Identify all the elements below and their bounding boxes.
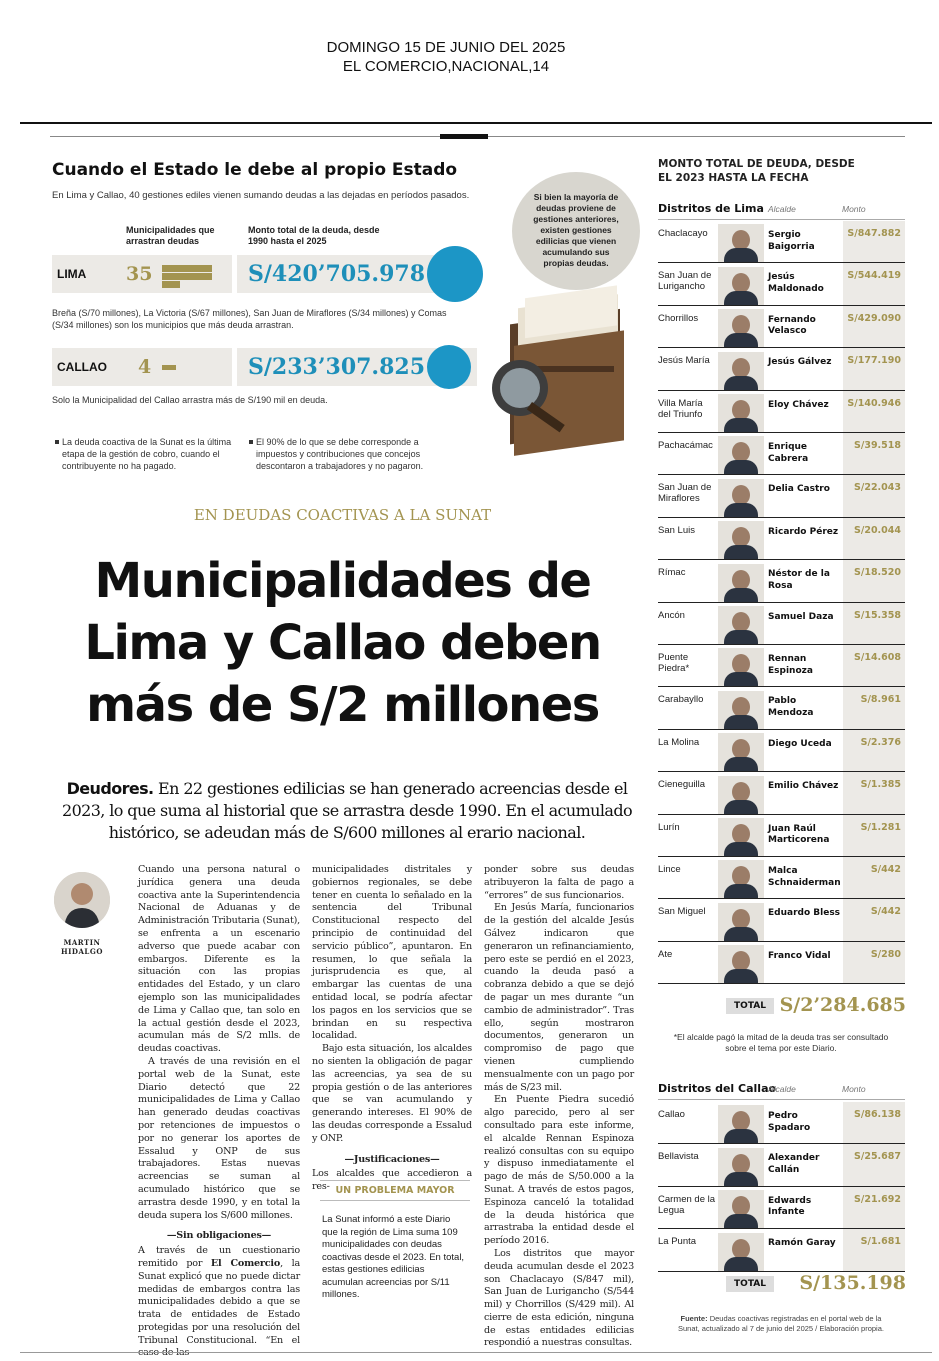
debt-amount: S/442 — [843, 857, 905, 898]
district-row — [658, 857, 905, 899]
mayor-name: Malca Schnaiderman — [768, 866, 841, 888]
debt-amount: S/18.520 — [843, 560, 905, 601]
mayor-name: Delia Castro — [768, 484, 830, 495]
header-rule — [20, 122, 932, 124]
paragraph: En Puente Piedra sucedió algo parecido, pero al ser consultado para este informe, el alcalde Rennan Espinoza realizó consultas con su equipo y dispuso inmediatamente el pago de más de S/50.000 a la Sunat. A través de estos pagos, Espinoza canceló la totalidad de la deuda histórica que arrastraba la entidad desde el período 2016. — [484, 1094, 634, 1247]
paragraph: ponder sobre sus deudas atribuyeron la falta de pago a “errores” de sus funcionarios. — [484, 864, 634, 901]
callao-count: 4 — [138, 356, 152, 378]
debt-amount: S/2.376 — [843, 730, 905, 771]
mayor-photo — [718, 903, 764, 941]
callao-total-label: TOTAL — [726, 1276, 774, 1292]
district-name: San Luis — [658, 524, 695, 536]
debt-amount: S/1.385 — [843, 772, 905, 813]
mayor-name: Edwards Infante — [768, 1195, 812, 1218]
district-row — [658, 772, 905, 814]
debt-amount: S/140.946 — [843, 391, 905, 432]
article-deck — [52, 778, 642, 844]
district-row — [658, 687, 905, 729]
district-name: San Juan de Miraflores — [658, 482, 712, 505]
mayor-name: Juan Raúl Marticorena — [768, 823, 830, 846]
debt-amount: S/86.138 — [843, 1102, 905, 1143]
mayor-photo — [718, 860, 764, 898]
mayor-photo — [718, 691, 764, 729]
callao-label: CALLAO — [57, 360, 107, 374]
article-column-2 — [312, 864, 472, 1194]
debt-amount: S/25.687 — [843, 1144, 905, 1185]
mayor-name: Alexander Callán — [768, 1153, 820, 1175]
folder-magnifier-illustration — [470, 270, 650, 480]
bullet-note-1: La deuda coactiva de la Sunat es la última etapa de la gestión de cobro, cuando el contribuyente no ha pagado. — [62, 436, 242, 472]
district-name: Villa María del Triunfo — [658, 397, 703, 420]
mayor-name: Emilio Chávez — [768, 781, 839, 792]
district-name: Jesús María — [658, 355, 710, 367]
deck-text: En 22 gestiones edilicias se han generado acreencias desde el 2023, lo que suma al historial que se arrastra desde 1990. En el acumulado histórico, se adeudan más de S/600 millones al erario nacional. — [61, 779, 632, 842]
callao-amount-bubble — [427, 345, 471, 389]
debt-amount: S/39.518 — [843, 433, 905, 474]
count-column-header: Municipalidades que arrastran deudas — [126, 225, 215, 246]
district-row — [658, 1102, 905, 1144]
district-row — [658, 1144, 905, 1186]
mayor-photo — [718, 436, 764, 474]
mayor-name: Pablo Mendoza — [768, 696, 814, 718]
footnote: *El alcalde pagó la mitad de la deuda tras ser consultado sobre el tema por este Diario. — [673, 1032, 889, 1053]
district-name: Cieneguilla — [658, 779, 706, 791]
footer-rule — [20, 1352, 932, 1353]
sidebar-box-text: La Sunat informó a este Diario que la región de Lima suma 109 municipalidades con deudas coactivas desde el 2023. En total, estas gestiones edilicias acumulan acreencias por S/11 millones. — [322, 1214, 465, 1300]
source-note: Fuente: Deudas coactivas registradas en el portal web de la Sunat, actualizado al 7 de junio del 2025 / Elaboración propia. — [678, 1314, 884, 1333]
district-name: Carabayllo — [658, 694, 704, 706]
debt-amount: S/8.961 — [843, 687, 905, 728]
article-kicker: EN DEUDAS COACTIVAS A LA SUNAT — [193, 506, 492, 524]
callao-note: Solo la Municipalidad del Callao arrastra más de S/190 mil en deuda. — [52, 395, 328, 405]
district-name: San Miguel — [658, 906, 706, 918]
district-name: La Molina — [658, 736, 700, 748]
district-name: Ancón — [658, 609, 685, 621]
district-row — [658, 348, 905, 390]
mayor-name: Néstor de la Rosa — [768, 569, 830, 591]
mayor-photo — [718, 1148, 764, 1186]
mayor-name: Diego Uceda — [768, 738, 832, 749]
lima-total-label: TOTAL — [726, 998, 774, 1014]
mayor-photo — [718, 818, 764, 856]
district-name: Bellavista — [658, 1151, 699, 1163]
district-name: Carmen de la Legua — [658, 1193, 716, 1216]
callao-total-value: S/135.198 — [799, 1272, 906, 1294]
debt-amount: S/1.281 — [843, 815, 905, 856]
mayor-name: Franco Vidal — [768, 950, 831, 961]
paragraph: A través de un cuestionario remitido por El Comercio, la Sunat explicó que no puede dictar medidas de embargos contra las municipalidades debido a que se trata de entidades de Estado protegidas por una resolución del Tribunal Constitucional. “En el — [138, 1245, 300, 1346]
debt-amount: S/1.681 — [843, 1229, 905, 1270]
debt-amount: S/847.882 — [843, 221, 905, 262]
lima-count: 35 — [126, 263, 153, 285]
subheading: —Sin obligaciones— — [166, 1230, 272, 1242]
mayor-photo — [718, 564, 764, 602]
section-marker — [440, 134, 488, 139]
mayor-name: Jesús Maldonado — [768, 272, 824, 294]
mayor-name: Pedro Spadaro — [768, 1111, 811, 1133]
callao-amount: S/233’307.825 — [248, 354, 426, 380]
mayor-photo — [718, 394, 764, 432]
district-name: Ate — [658, 948, 673, 960]
subheading: —Justificaciones— — [344, 1153, 440, 1165]
lima-total — [726, 996, 906, 1018]
district-row — [658, 306, 905, 348]
debt-amount: S/20.044 — [843, 518, 905, 559]
lima-note: Breña (S/70 millones), La Victoria (S/67 millones), San Juan de Miraflores (S/34 millones) y Comas (S/34 millones) son los municipios que más deuda arrastran. — [52, 308, 447, 330]
mayor-name: Eloy Chávez — [768, 399, 829, 410]
mayor-photo — [718, 1190, 764, 1228]
article-headline: Municipalidades de Lima y Callao deben más de S/2 millones — [84, 553, 601, 733]
debt-amount: S/22.043 — [843, 475, 905, 516]
paragraph: Cuando una persona natural o jurídica genera una deuda coactiva ante la Superintendencia Nacional de Aduanas y de Administración Tributaria (Sunat), se enfrenta a un escenario adverso que puede acabar con embargos. Diferente es la situación con las propias entidades del Estado, y un claro ejemplo son las municipalidades de Lima y Callao que, tan solo en la actual gestión desde el 2023, acumulan más de S/2 mlls. de deudas coactivas. — [138, 864, 300, 1055]
callao-table-header — [658, 1082, 905, 1100]
district-row — [658, 433, 905, 475]
district-name: Lurín — [658, 821, 680, 833]
paragraph: Los distritos que mayor deuda acumulan desde el 2023 son Chaclacayo (S/847 mil), San Juan de Lurigancho (S/544 mil) y Chorrillos (S/429 mil). Al cierre de esta edición, ninguna de estas entidades edilicias respondió a nuestras consultas. — [484, 1247, 634, 1349]
lima-table-header — [658, 202, 905, 220]
mayor-column-label: Alcalde — [768, 204, 796, 214]
district-name: Puente Piedra* — [658, 652, 690, 674]
district-row — [658, 942, 905, 984]
debt-amount: S/15.358 — [843, 603, 905, 644]
debt-amount: S/429.090 — [843, 306, 905, 347]
mayor-photo — [718, 224, 764, 262]
district-row — [658, 815, 905, 857]
debt-amount: S/442 — [843, 899, 905, 940]
mayor-column-label: Alcalde — [768, 1084, 796, 1094]
mayor-photo — [718, 267, 764, 305]
district-row — [658, 1229, 905, 1271]
mayor-name: Ramón Garay — [768, 1238, 836, 1249]
lima-amount: S/420’705.978 — [248, 261, 426, 287]
lima-summary-row — [52, 255, 477, 293]
lima-total-value: S/2’284.685 — [779, 994, 906, 1016]
mayor-name: Jesús Gálvez — [768, 357, 832, 368]
mayor-name: Eduardo Bless — [768, 908, 841, 919]
district-row — [658, 518, 905, 560]
district-row — [658, 1187, 905, 1229]
district-row — [658, 391, 905, 433]
district-row — [658, 899, 905, 941]
mayor-name: Fernando Velasco — [768, 314, 816, 337]
district-name: Callao — [658, 1109, 685, 1120]
article-column-3 — [484, 864, 634, 1350]
district-name: Pachacámac — [658, 440, 713, 451]
mayor-name: Ricardo Pérez — [768, 526, 839, 537]
debt-amount: S/21.692 — [843, 1187, 905, 1228]
mayor-photo — [718, 352, 764, 390]
mayor-photo — [718, 309, 764, 347]
district-row — [658, 560, 905, 602]
callao-total — [726, 1274, 906, 1296]
bullet-note-2: El 90% de lo que se debe corresponde a impuestos y contribuciones que concejos descontaron a trabajadores y no pagaron. — [256, 436, 441, 472]
author-name: MARTIN HIDALGO — [61, 938, 103, 956]
debt-amount: S/14.608 — [843, 645, 905, 686]
amount-column-header: Monto total de la deuda, desde 1990 hasta el 2025 — [248, 225, 380, 246]
debt-amount: S/280 — [843, 942, 905, 983]
district-row — [658, 645, 905, 687]
article-column-1 — [138, 864, 300, 1360]
district-row — [658, 263, 905, 305]
paragraph: Los alcaldes que accedieron a res- — [312, 1168, 472, 1193]
mayor-photo — [718, 776, 764, 814]
debt-amount: S/544.419 — [843, 263, 905, 304]
sidebar-box-title: UN PROBLEMA MAYOR — [320, 1180, 470, 1201]
district-row — [658, 603, 905, 645]
mayor-photo — [718, 521, 764, 559]
debt-amount: S/177.190 — [843, 348, 905, 389]
callout-text: Si bien la mayoría de deudas proviene de gestiones anteriores, existen gestiones edilicias que vienen acumulando sus propias deudas. — [533, 192, 619, 268]
mayor-name: Samuel Daza — [768, 611, 834, 622]
district-row — [658, 221, 905, 263]
amount-column-label: Monto — [842, 204, 866, 214]
district-row — [658, 475, 905, 517]
mayor-photo — [718, 479, 764, 517]
mayor-name: Enrique Cabrera — [768, 442, 809, 464]
callao-summary-row — [52, 348, 477, 386]
debt-table-title: MONTO TOTAL DE DEUDA, DESDE EL 2023 HASTA LA FECHA — [658, 158, 855, 184]
paragraph: municipalidades distritales y gobiernos regionales, se debe tener en cuenta lo señalado en la sentencia del Tribunal Constitucional respecto del principio de continuidad del servicio público”, apuntaron. En resumen, lo que señala la jurisprudencia es que, al embargar las cuentas de una entidad local, se podría afectar los pagos en los servicios que se brindan en su respectiva localidad. — [312, 864, 472, 1042]
district-name: Chorrillos — [658, 312, 699, 324]
mayor-name: Sergio Baigorria — [768, 230, 815, 252]
district-name: Chaclacayo — [658, 228, 708, 239]
mayor-photo — [718, 606, 764, 644]
mayor-photo — [718, 1105, 764, 1143]
deck-lead: Deudores. — [66, 779, 154, 798]
district-name: Lince — [658, 864, 681, 875]
page-header — [0, 38, 892, 76]
amount-column-label: Monto — [842, 1084, 866, 1094]
lima-label: LIMA — [57, 267, 87, 281]
header-section: EL COMERCIO,NACIONAL,14 — [342, 58, 550, 75]
mayor-photo — [718, 648, 764, 686]
mayor-photo — [718, 945, 764, 983]
mayor-photo — [718, 733, 764, 771]
mayor-photo — [718, 1233, 764, 1271]
paragraph: Bajo esta situación, los alcaldes no sienten la obligación de pagar las acreencias, ya sea de su propia gestión o de las anteriores que se van acumulando y generando intereses. El 90% de las deudas corresponde a Essalud y ONP. — [312, 1043, 472, 1144]
district-name: San Juan de Lurigancho — [658, 270, 712, 293]
infographic-subtitle: En Lima y Callao, 40 gestiones ediles vienen sumando deudas a las dejadas en períodos pasados. — [52, 190, 470, 201]
district-row — [658, 730, 905, 772]
district-name: Rímac — [658, 567, 686, 579]
paragraph: En Jesús María, funcionarios de la gestión del alcalde Jesús Gálvez indicaron que generaron un refinanciamiento, pero este se perdió en el 2023, cuando la deuda pasó a cobranza debido a que se dejó de pagar un mes durante “un cambio de administrador”. Tras ello, según mostraron documentos, generaron un compromiso de pago que vienen cumpliendo mensualmente con un pago por más de S/23 mil. — [484, 902, 634, 1093]
district-name: La Punta — [658, 1236, 697, 1248]
mayor-name: Rennan Espinoza — [768, 654, 813, 676]
author-avatar — [54, 872, 110, 928]
callao-table-heading: Distritos del Callao — [658, 1082, 777, 1095]
header-date: DOMINGO 15 DE JUNIO DEL 2025 — [326, 39, 566, 56]
lima-table-heading: Distritos de Lima — [658, 202, 764, 215]
paragraph: A través de una revisión en el portal web de la Sunat, este Diario detectó que 22 municipalidades de Lima y Callao han generado deudas coactivas por retenciones de impuestos o por no generar los aportes de Essalud y ONP de sus trabajadores. Estas nuevas acreencias se suman al acumulado histórico que se arrastra desde 1990, y en total la deuda supera los S/600 millones. — [138, 1055, 300, 1221]
infographic-title: Cuando el Estado le debe al propio Estado — [52, 160, 458, 180]
